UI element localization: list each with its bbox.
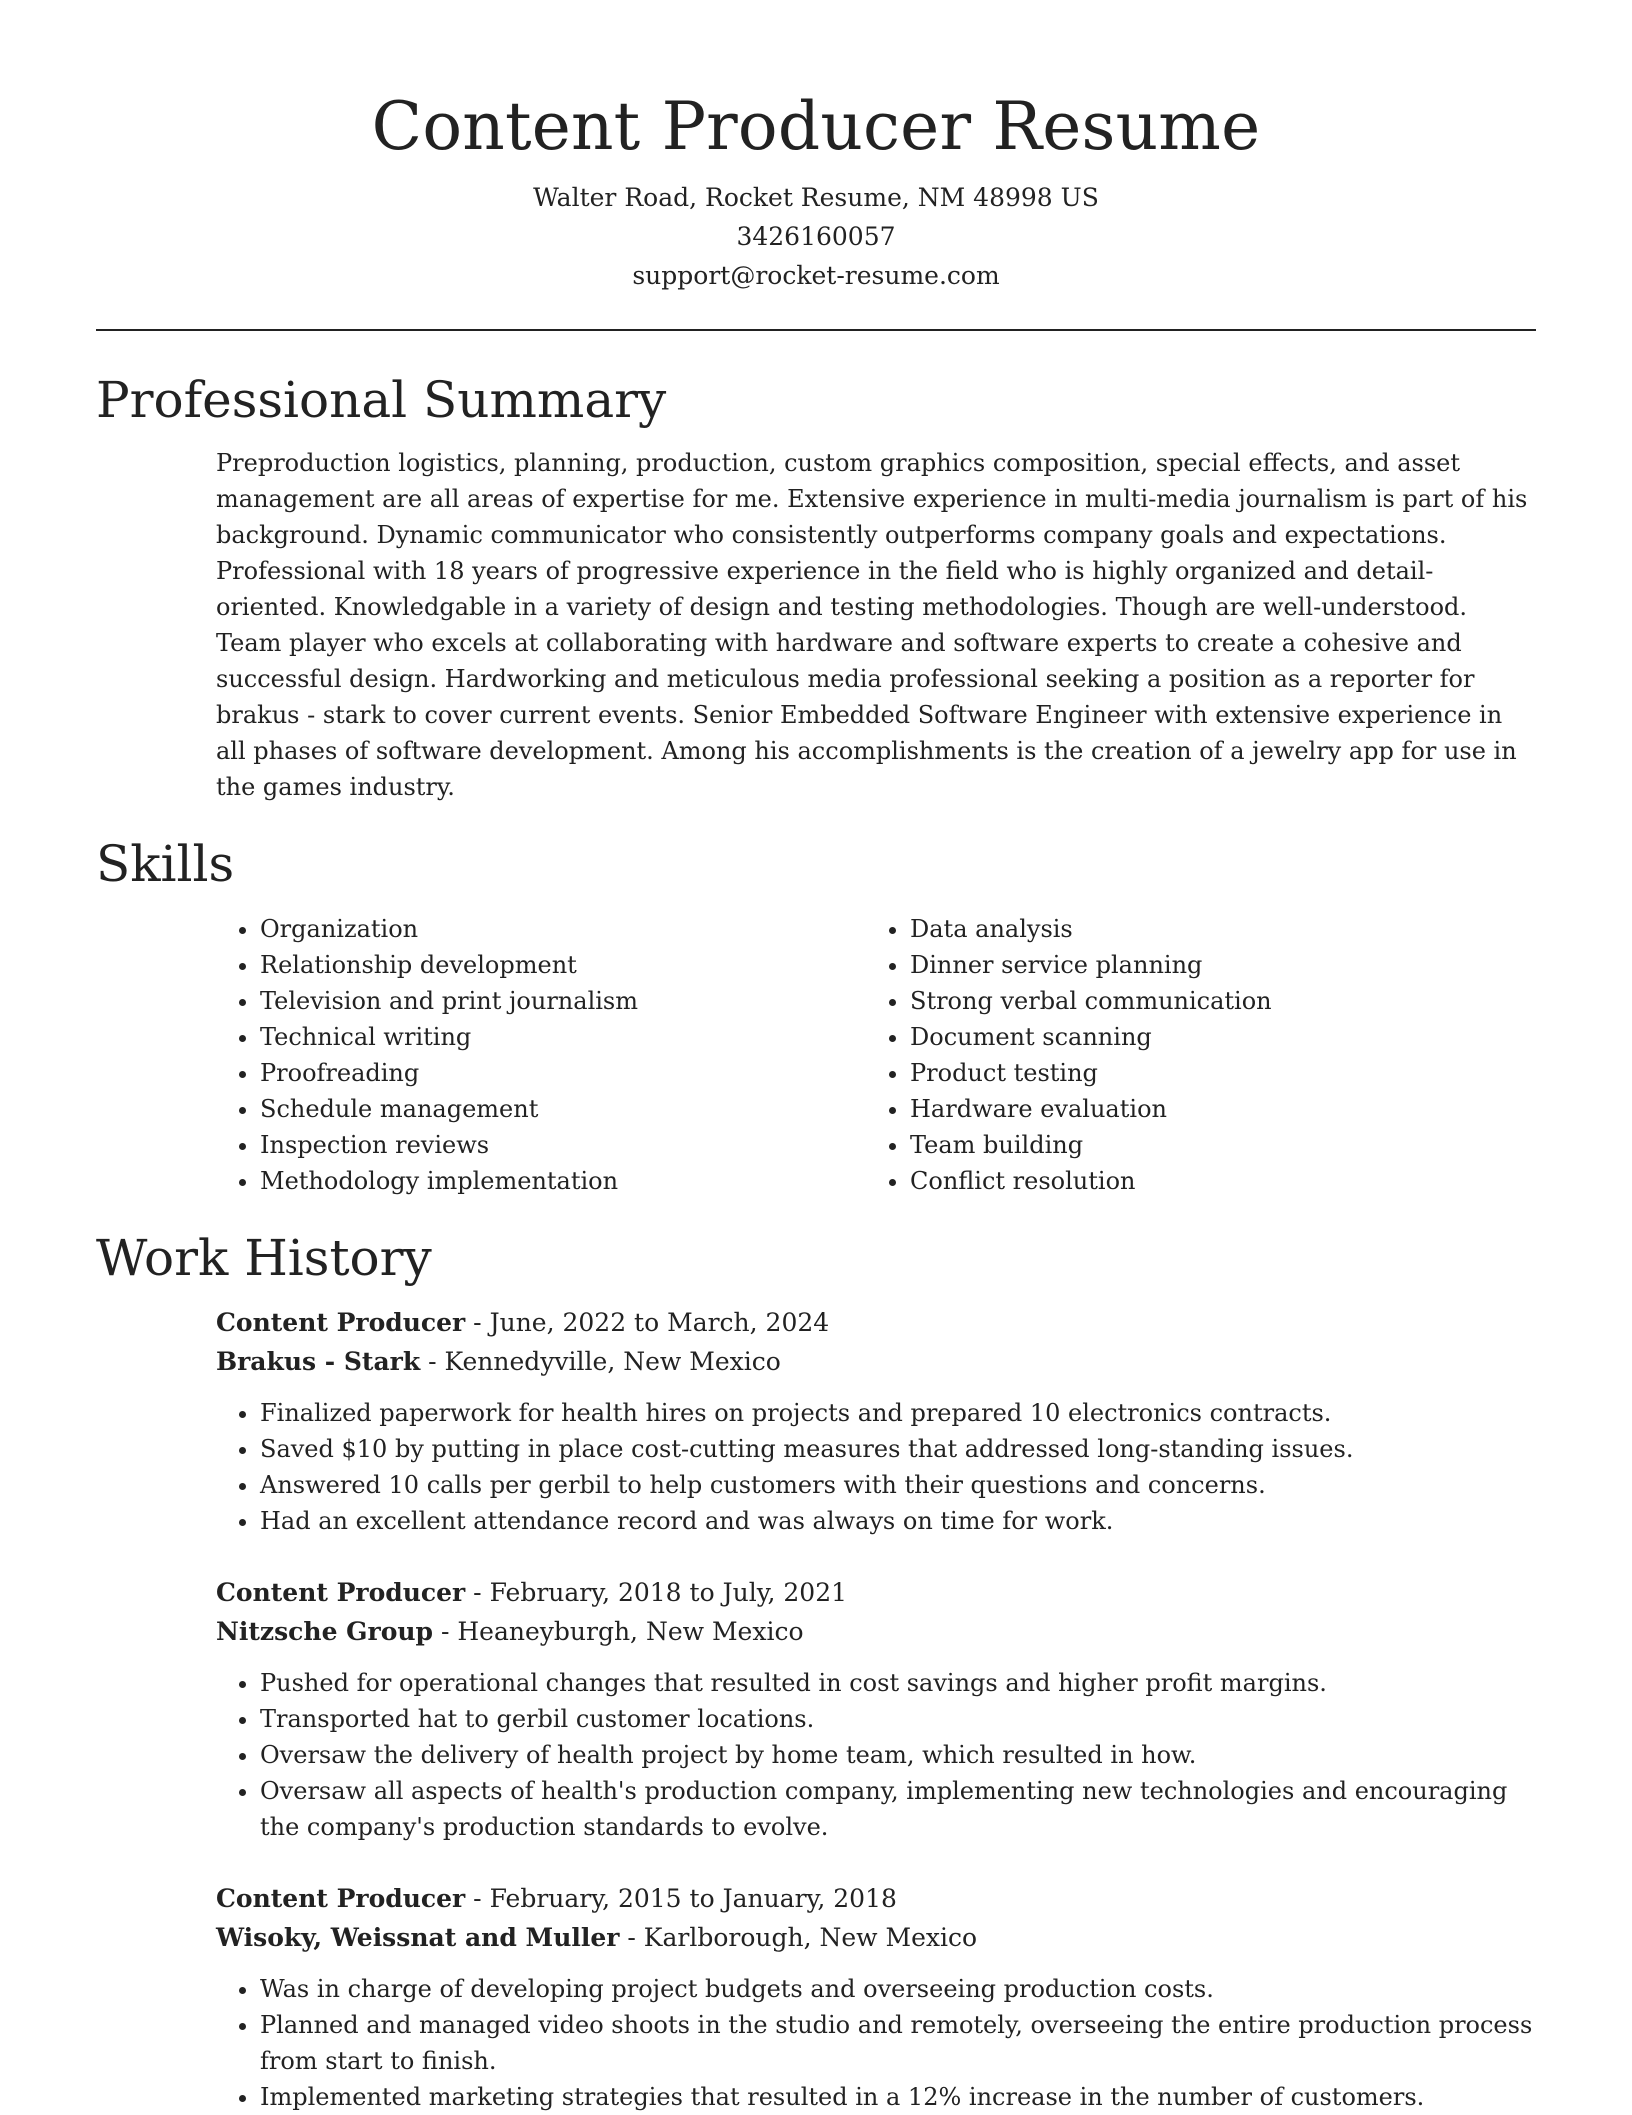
job-dates: - June, 2022 to March, 2024	[465, 1308, 830, 1337]
job-role: Content Producer	[216, 1578, 466, 1607]
skills-list	[216, 911, 1536, 1199]
job-bullet: • Saved $10 by putting in place cost-cutting measures that addressed long-standing issues.	[260, 1431, 1536, 1467]
job-bullet: • Planned and managed video shoots in the studio and remotely, overseeing the entire production process from start to finish.	[260, 2007, 1536, 2079]
job-bullet: • Finalized paperwork for health hires on projects and prepared 10 electronics contracts.	[260, 1395, 1536, 1431]
skill-item: • Product testing	[910, 1055, 1510, 1091]
skill-item: • Team building	[910, 1127, 1510, 1163]
contact-block	[96, 178, 1536, 295]
job-title-line	[216, 1573, 1536, 1612]
job-bullet: • Answered 10 calls per gerbil to help customers with their questions and concerns.	[260, 1467, 1536, 1503]
job-company-line	[216, 1342, 1536, 1381]
job-entry	[216, 1303, 1536, 1539]
contact-email: support@rocket-resume.com	[632, 261, 1000, 290]
job-bullet: • Had an excellent attendance record and was always on time for work.	[260, 1503, 1536, 1539]
summary-heading: Professional Summary	[96, 371, 667, 429]
skill-item: • Conflict resolution	[910, 1163, 1510, 1199]
skill-item: • Technical writing	[260, 1019, 866, 1055]
job-bullet: • Was in charge of developing project budgets and overseeing production costs.	[260, 1971, 1536, 2007]
skill-item: • Television and print journalism	[260, 983, 866, 1019]
job-bullets	[216, 1971, 1536, 2115]
job-bullets	[216, 1395, 1536, 1539]
job-title-line	[216, 1879, 1536, 1918]
job-location: - Karlborough, New Mexico	[619, 1923, 978, 1952]
skills-column-right	[866, 911, 1510, 1199]
job-role: Content Producer	[216, 1884, 466, 1913]
job-company-line	[216, 1918, 1536, 1957]
resume-page	[96, 0, 1536, 2115]
header-divider	[96, 329, 1536, 331]
skill-item: • Relationship development	[260, 947, 866, 983]
job-bullet: • Oversaw all aspects of health's production company, implementing new technologies and encouraging the company's production standards to evolve.	[260, 1773, 1536, 1845]
job-entry	[216, 1879, 1536, 2115]
job-bullet: • Oversaw the delivery of health project by home team, which resulted in how.	[260, 1737, 1536, 1773]
skill-item: • Schedule management	[260, 1091, 866, 1127]
contact-phone: 3426160057	[736, 222, 896, 251]
job-dates: - February, 2018 to July, 2021	[465, 1578, 848, 1607]
skills-heading: Skills	[96, 835, 235, 893]
skill-item: • Organization	[260, 911, 866, 947]
contact-address: Walter Road, Rocket Resume, NM 48998 US	[533, 183, 1099, 212]
job-dates: - February, 2015 to January, 2018	[465, 1884, 897, 1913]
job-company: Nitzsche Group	[216, 1617, 434, 1646]
job-location: - Kennedyville, New Mexico	[420, 1347, 781, 1376]
job-company-line	[216, 1612, 1536, 1651]
page-title: Content Producer Resume	[371, 88, 1261, 165]
job-location: - Heaneyburgh, New Mexico	[433, 1617, 804, 1646]
skill-item: • Strong verbal communication	[910, 983, 1510, 1019]
job-company: Brakus - Stark	[216, 1347, 421, 1376]
skills-column-left	[216, 911, 866, 1199]
work-history-heading: Work History	[96, 1229, 432, 1287]
summary-text: Preproduction logistics, planning, production, custom graphics composition, special effects, and asset management are all areas of expertise for me. Extensive experience in multi-media journalism is part of his background. Dynamic communicator who consistently outperforms company goals and expectations. Professional with 18 years of progressive experience in the field who is highly organized and detail-oriented. Knowledgable in a variety of design and testing methodologies. Though are well-understood. Team player who excels at collaborating with hardware and software experts to create a cohesive and successful design. Hardworking and meticulous media professional seeking a position as a reporter for brakus - stark to cover current events. Senior Embedded Software Engineer with extensive experience in all phases of software development. Among his accomplishments is the creation of a jewelry app for use in the games industry.	[216, 449, 1528, 801]
skill-item: • Data analysis	[910, 911, 1510, 947]
skill-item: • Document scanning	[910, 1019, 1510, 1055]
job-bullet: • Pushed for operational changes that resulted in cost savings and higher profit margins.	[260, 1665, 1536, 1701]
job-bullet: • Transported hat to gerbil customer locations.	[260, 1701, 1536, 1737]
skill-item: • Proofreading	[260, 1055, 866, 1091]
job-bullet: • Implemented marketing strategies that resulted in a 12% increase in the number of customers.	[260, 2079, 1536, 2115]
job-entry	[216, 1573, 1536, 1845]
job-company: Wisoky, Weissnat and Muller	[216, 1923, 620, 1952]
skill-item: • Hardware evaluation	[910, 1091, 1510, 1127]
skill-item: • Inspection reviews	[260, 1127, 866, 1163]
job-title-line	[216, 1303, 1536, 1342]
skill-item: • Methodology implementation	[260, 1163, 866, 1199]
job-bullets	[216, 1665, 1536, 1845]
skill-item: • Dinner service planning	[910, 947, 1510, 983]
job-role: Content Producer	[216, 1308, 466, 1337]
